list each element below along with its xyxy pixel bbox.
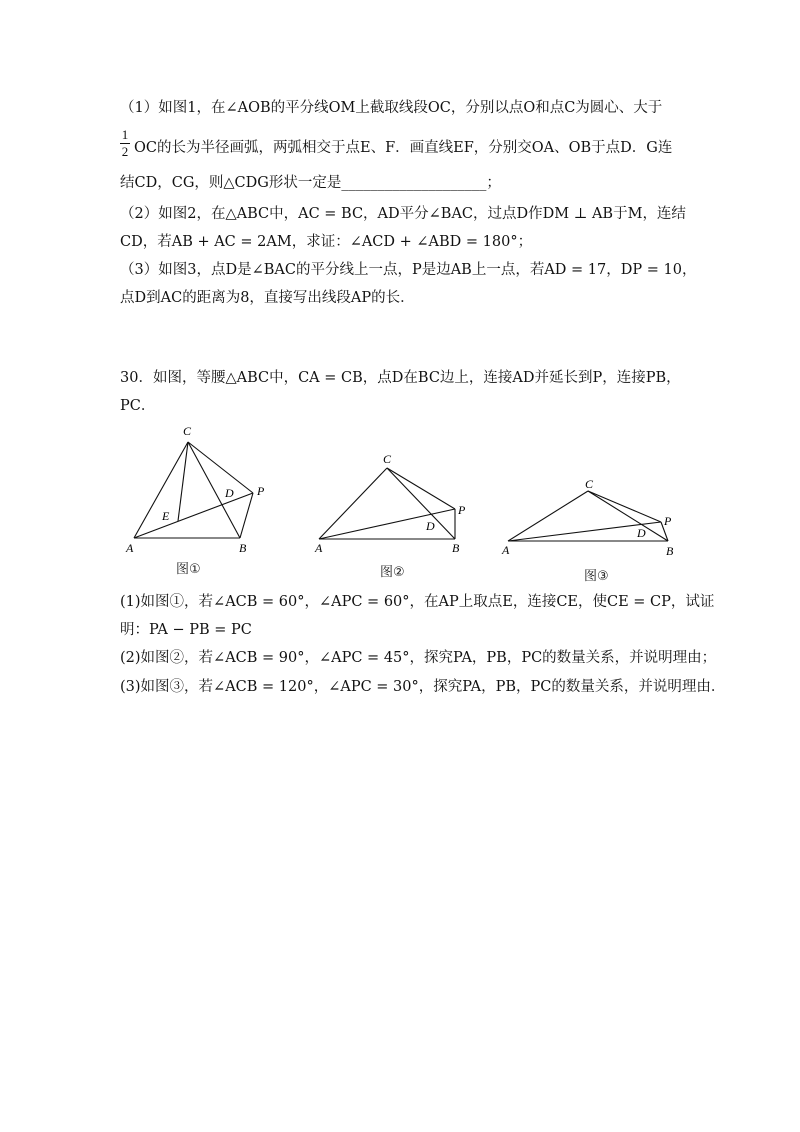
- figure-2: [305, 448, 475, 558]
- label-A: A: [315, 541, 323, 555]
- figure-1-caption: 图①: [176, 562, 201, 577]
- segment-BC: [387, 468, 455, 539]
- label-P: P: [257, 484, 265, 498]
- label-P: P: [664, 514, 672, 528]
- problem-line-3: 结CD，CG，则△CDG形状一定是____________________；: [120, 175, 501, 191]
- segment-AC: [134, 442, 188, 538]
- question-30-line-2: PC．: [120, 398, 156, 414]
- segment-AP: [134, 493, 253, 538]
- problem-line-2: OC的长为半径画弧，两弧相交于点E、F．画直线EF，分别交OA、OB于点D．G连: [134, 140, 673, 156]
- problem-line-6: （3）如图3，点D是∠BAC的平分线上一点，P是边AB上一点，若AD = 17，DP = 10，: [120, 262, 697, 278]
- label-A: A: [126, 541, 134, 555]
- label-B: B: [666, 544, 674, 558]
- problem-line-4: （2）如图2，在△ABC中，AC = BC，AD平分∠BAC，过点D作DM ⊥ AB于M，连结: [120, 206, 686, 222]
- fraction-one-half: [120, 128, 130, 159]
- figure-2-caption: 图②: [380, 565, 405, 580]
- subquestion-2: (2)如图②，若∠ACB = 90°，∠APC = 45°，探究PA，PB，PC的数量关系，并说明理由；: [120, 650, 717, 666]
- subquestion-1-line-2: 明：PA − PB = PC: [120, 622, 252, 638]
- figure-3: [495, 470, 690, 565]
- segment-AC: [508, 491, 588, 541]
- segment-AC: [319, 468, 387, 539]
- label-E: E: [162, 509, 170, 523]
- problem-line-7: 点D到AC的距离为8，直接写出线段AP的长．: [120, 290, 415, 306]
- label-B: B: [452, 541, 460, 555]
- segment-BC: [588, 491, 668, 541]
- figure-1: [110, 420, 280, 560]
- figure-3-caption: 图③: [584, 569, 609, 584]
- label-A: A: [502, 543, 510, 557]
- segment-PC: [588, 491, 661, 522]
- label-D: D: [426, 519, 435, 533]
- problem-line-5: CD，若AB + AC = 2AM，求证：∠ACD + ∠ABD = 180°；: [120, 234, 533, 250]
- label-C: C: [585, 477, 594, 491]
- segment-PB: [240, 493, 253, 538]
- question-30-line-1: 30．如图，等腰△ABC中，CA = CB，点D在BC边上，连接AD并延长到P，连接PB，: [120, 370, 681, 386]
- segment-CE: [178, 442, 188, 521]
- fraction-denominator: 2: [121, 144, 129, 159]
- label-C: C: [383, 452, 392, 466]
- segment-PC: [188, 442, 253, 493]
- label-P: P: [458, 503, 466, 517]
- subquestion-1-line-1: (1)如图①，若∠ACB = 60°，∠APC = 60°，在AP上取点E，连接CE，使CE = CP，试证: [120, 594, 715, 610]
- label-B: B: [239, 541, 247, 555]
- label-D: D: [637, 526, 646, 540]
- subquestion-3: (3)如图③，若∠ACB = 120°，∠APC = 30°，探究PA，PB，PC的数量关系，并说明理由．: [120, 679, 726, 695]
- fraction-numerator: 1: [121, 127, 129, 142]
- label-D: D: [225, 486, 234, 500]
- problem-line-1: （1）如图1，在∠AOB的平分线OM上截取线段OC，分别以点O和点C为圆心、大于: [120, 100, 663, 116]
- label-C: C: [183, 424, 192, 438]
